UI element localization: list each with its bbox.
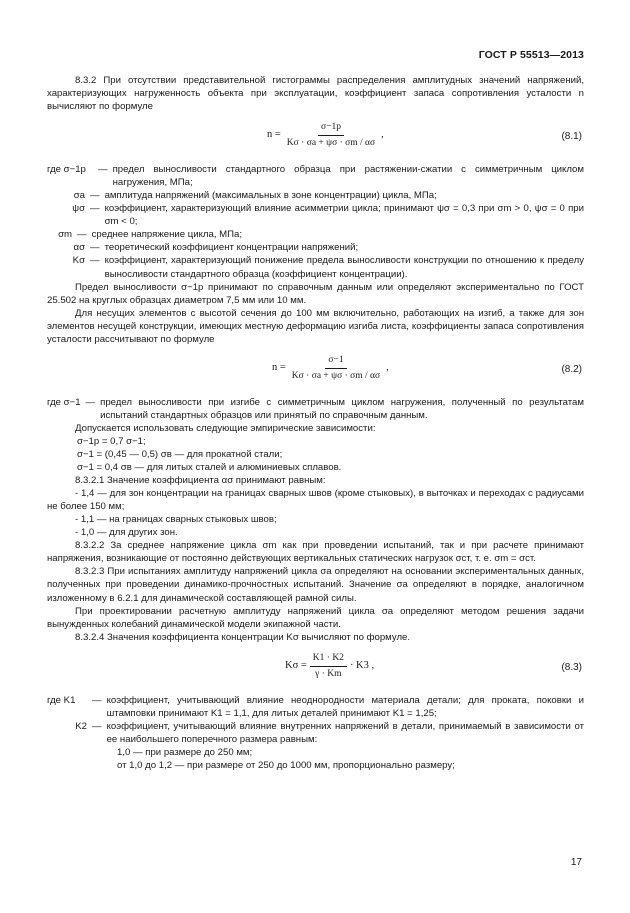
definition-symbol: где K1 — [47, 694, 76, 706]
empirical-relation: σ−1 = 0,4 σв — для литых сталей и алюминиевых сплавов. — [77, 462, 342, 474]
formula-denominator: Kσ · σa + ψσ · σm / ασ — [291, 370, 381, 381]
formula-tail: · K3 , — [349, 659, 375, 671]
formula-8-3-row — [47, 650, 584, 686]
formula-denominator: Kσ · σa + ψσ · σm / ασ — [286, 138, 376, 149]
definition-row — [47, 228, 584, 241]
paragraph-empirical-intro: Допускается использовать следующие эмпирические зависимости: — [75, 422, 376, 434]
standard-header: ГОСТ Р 55513—2013 — [478, 49, 584, 61]
formula-tail: , — [386, 362, 389, 374]
definition-symbol: K2 — [75, 720, 87, 732]
paragraph-8-3-2-1: 8.3.2.1 Значение коэффициента ασ принимают равным: — [75, 475, 326, 487]
definition-row — [47, 163, 584, 189]
definition-text: предел выносливости стандартного образца при растяжении-сжатии с симметричным циклом нагружения, МПа; — [112, 164, 584, 189]
equation-number: (8.3) — [561, 661, 582, 673]
formula-numerator: σ−1 — [325, 354, 346, 369]
definition-symbol: ψσ — [72, 203, 85, 215]
list-item: - 1,1 — на границах сварных стыковых швов; — [75, 514, 277, 526]
paragraph-bending-elements: Для несущих элементов с высотой сечения до 100 мм включительно, работающих на изгиб, а также для зон элементов несущей конструкции, имеющих местную деформацию изгиба листа, коэффициенты запаса сопротивления усталости рассчитывают по формуле — [47, 307, 584, 345]
paragraph-8-3-2-2: 8.3.2.2 За среднее напряжение цикла σm как при проведении испытаний, так и при расчете принимают напряжения, возникающие от постоянно действующих вертикальных статических нагрузок σст, т. е. σm = σст. — [47, 540, 584, 565]
formula-fraction — [289, 354, 383, 383]
definition-dash: — — [85, 396, 96, 408]
definition-text: теоретический коэффициент концентрации напряжений; — [104, 242, 359, 254]
k2-value: 1,0 — при размере до 250 мм; — [117, 746, 253, 758]
definitions-8-3 — [47, 694, 584, 772]
definition-text: амплитуда напряжений (максимальных в зоне концентрации) цикла, МПа; — [104, 190, 437, 202]
formula-tail: , — [381, 129, 384, 141]
definition-symbol: где σ−1 — [47, 396, 81, 408]
definition-symbol: ασ — [73, 242, 85, 254]
paragraph-8-3-2: 8.3.2 При отсутствии представительной гистограммы распределения амплитудных значений напряжений, характеризующих нагруженность объекта при эксплуатации, коэффициент запаса сопротивления усталости n вычисляют по формуле — [47, 75, 584, 113]
definition-dash: — — [90, 190, 100, 202]
formula-denominator: γ · Km — [315, 668, 342, 679]
definition-dash: — — [98, 164, 108, 176]
definition-text: коэффициент, характеризующий понижение предела выносливости конструкции по отношению к пределу выносливости стандартного образца (коэффициент концентрации). — [104, 255, 584, 280]
formula-8-1 — [267, 121, 384, 150]
definition-text: коэффициент, учитывающий влияние внутренних напряжений в детали, принимаемый в зависимости от ее наибольшего поперечного размера равным: — [106, 720, 584, 745]
definition-symbol: σm — [58, 229, 72, 241]
definition-row — [47, 694, 584, 720]
definition-symbol: где σ−1р — [47, 164, 86, 176]
formula-8-1-row — [47, 119, 584, 155]
formula-8-3 — [285, 652, 374, 681]
formula-numerator: K1 · K2 — [310, 652, 347, 667]
definition-row — [47, 720, 584, 746]
equation-number: (8.1) — [561, 131, 582, 143]
definition-text: предел выносливости при изгибе с симметричным циклом нагружения, полученный по результатам испытаний стандартных образцов или принятый по справочным данным. — [100, 396, 584, 421]
definition-dash: — — [90, 203, 100, 215]
equation-number: (8.2) — [561, 363, 582, 375]
definition-dash: — — [90, 242, 100, 254]
empirical-relation: σ−1р = 0,7 σ−1; — [77, 435, 146, 447]
definition-dash: — — [77, 229, 87, 241]
definition-dash: — — [92, 720, 102, 732]
definition-row — [47, 202, 584, 228]
definition-row — [47, 396, 584, 422]
paragraph-endurance-limit: Предел выносливости σ−1р принимают по справочным данным или определяют экспериментально по ГОСТ 25.502 на круглых образцах диаметром 7,5 мм или 10 мм. — [47, 281, 584, 306]
formula-8-2-row — [47, 352, 584, 388]
k2-value: от 1,0 до 1,2 — при размере от 250 до 1000 мм, пропорционально размеру; — [117, 759, 455, 771]
definition-dash: — — [90, 255, 100, 267]
definition-row — [47, 189, 584, 202]
page-content — [47, 74, 584, 772]
paragraph-design-amplitude: При проектировании расчетную амплитуду напряжений цикла σa определяют методом решения задачи вынужденных колебаний динамической модели экипажной части. — [47, 605, 584, 630]
formula-lhs: n = — [267, 129, 281, 141]
definition-dash: — — [92, 694, 102, 706]
empirical-relation: σ−1 = (0,45 — 0,5) σв — для прокатной стали; — [77, 448, 283, 460]
page-number: 17 — [570, 857, 582, 868]
definition-row — [47, 254, 584, 280]
formula-fraction — [310, 652, 347, 681]
definition-symbol: Kσ — [72, 255, 85, 267]
definition-text: коэффициент, характеризующий влияние асимметрии цикла; принимают ψσ = 0,3 при σm > 0, ψσ = 0 при σm < 0; — [104, 203, 584, 228]
formula-numerator: σ−1р — [318, 121, 344, 136]
definitions-8-1 — [47, 163, 584, 280]
definition-text: коэффициент, учитывающий влияние неоднородности материала детали; для проката, поковки и штамповки принимают K1 = 1,1, для литых деталей принимают K1 = 1,25; — [106, 694, 584, 719]
paragraph-8-3-2-4: 8.3.2.4 Значения коэффициента концентрации Kσ вычисляют по формуле. — [75, 631, 411, 643]
definition-symbol: σa — [73, 190, 85, 202]
list-item: - 1,0 — для других зон. — [75, 527, 178, 539]
list-item: - 1,4 — для зон концентрации на границах сварных швов (кроме стыковых), в выточках и переходах с радиусами не более 150 мм; — [47, 488, 584, 513]
formula-8-2 — [272, 354, 389, 383]
formula-fraction — [284, 121, 378, 150]
definition-text: среднее напряжение цикла, МПа; — [91, 229, 243, 241]
paragraph-8-3-2-3: 8.3.2.3 При испытаниях амплитуду напряжений цикла σa определяют на основании экспериментальных данных, полученных при проведении динамико-прочностных испытаний. Значение σa определяют в порядке, аналогичном изложенному в 6.2.1 для динамической составляющей рамной силы. — [47, 566, 584, 604]
formula-lhs: n = — [272, 362, 286, 374]
formula-lhs: Kσ = — [285, 659, 307, 671]
definition-row — [47, 241, 584, 254]
